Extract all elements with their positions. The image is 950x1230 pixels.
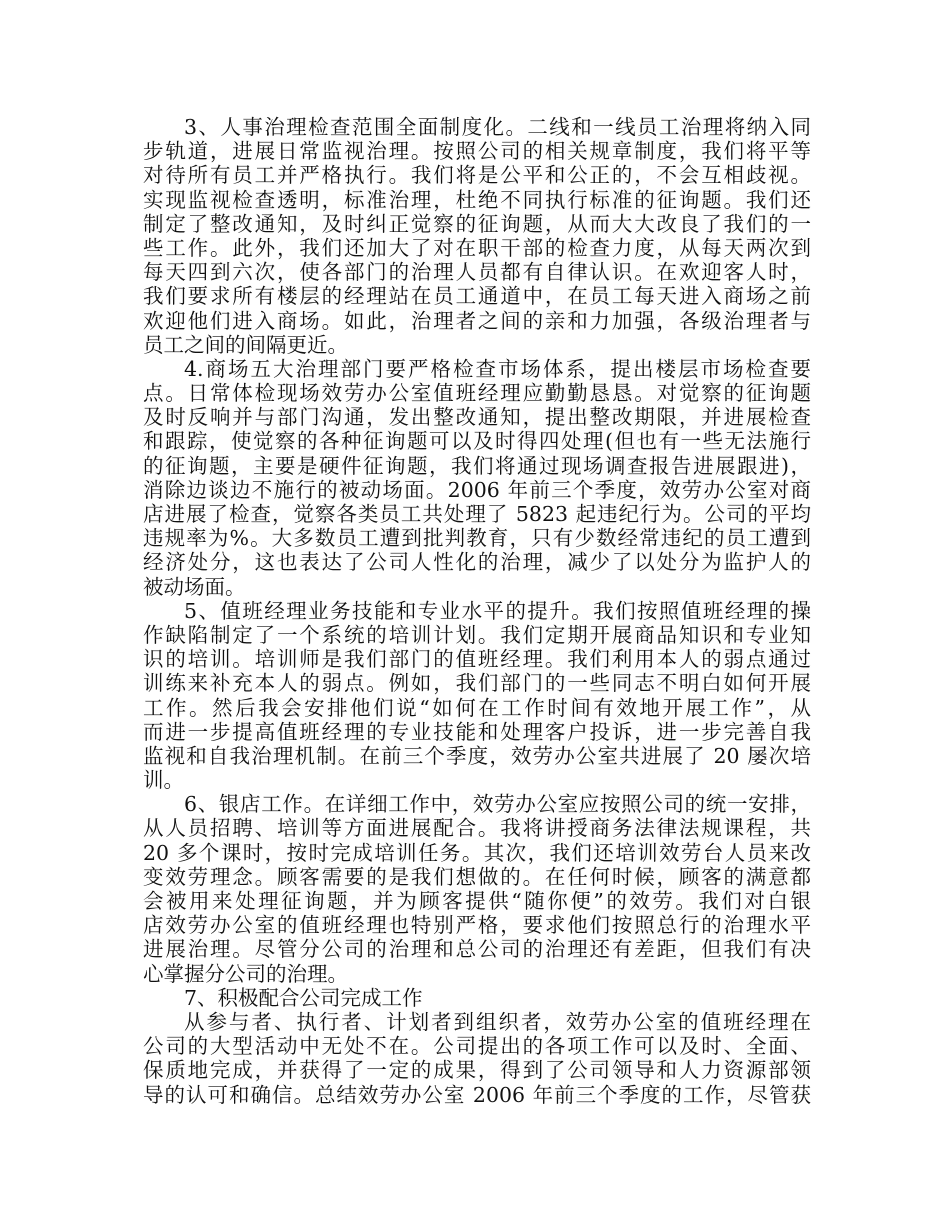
text-line: 5、值班经理业务技能和专业水平的提升。我们按照值班经理的操 xyxy=(184,598,811,623)
text-line: 进展治理。尽管分公司的治理和总公司的治理还有差距，但我们有决 xyxy=(143,937,811,962)
text-line: 制定了整改通知，及时纠正觉察的征询题，从而大大改良了我们的一 xyxy=(143,211,811,236)
text-line: 店效劳办公室的值班经理也特别严格，要求他们按照总行的治理水平 xyxy=(143,913,811,938)
paragraph-silver-store xyxy=(143,792,811,986)
text-line: 及时反响并与部门沟通，发出整改通知，提出整改期限，并进展检查 xyxy=(143,405,811,430)
document-body xyxy=(143,115,811,1107)
text-line: 训。 xyxy=(143,768,184,793)
paragraph-summary xyxy=(143,1010,811,1107)
text-line: 违规率为%。大多数员工遭到批判教育，只有少数经常违纪的员工遭到 xyxy=(143,526,811,551)
text-line: 的征询题，主要是硬件征询题，我们将通过现场调查报告进展跟进)， xyxy=(143,453,811,478)
paragraph-personnel-inspection xyxy=(143,115,811,357)
text-line: 对待所有员工并严格执行。我们将是公平和公正的，不会互相歧视。 xyxy=(143,163,811,188)
text-line: 被动场面。 xyxy=(143,574,246,599)
text-line: 心掌握分公司的治理。 xyxy=(143,961,348,986)
text-line: 些工作。此外，我们还加大了对在职干部的检查力度，从每天两次到 xyxy=(143,235,811,260)
text-line: 我们要求所有楼层的经理站在员工通道中，在员工每天进入商场之前 xyxy=(143,284,811,309)
text-line: 监视和自我治理机制。在前三个季度，效劳办公室共进展了 20 屡次培 xyxy=(143,743,811,768)
text-line: 公司的大型活动中无处不在。公司提出的各项工作可以及时、全面、 xyxy=(143,1034,811,1059)
text-line: 实现监视检查透明，标准治理，杜绝不同执行标准的征询题。我们还 xyxy=(143,187,811,212)
text-line: 员工之间的间隔更近。 xyxy=(143,332,348,357)
text-line: 训练来补充本人的弱点。例如，我们部门的一些同志不明白如何开展 xyxy=(143,671,811,696)
text-line: 会被用来处理征询题，并为顾客提供“随你便”的效劳。我们对白银 xyxy=(143,889,811,913)
text-line: 工作。然后我会安排他们说“如何在工作时间有效地开展工作”，从 xyxy=(143,695,811,720)
text-line: 经济处分，这也表达了公司人性化的治理，减少了以处分为监护人的 xyxy=(143,550,811,575)
text-line: 7、积极配合公司完成工作 xyxy=(184,985,423,1010)
text-line: 步轨道，进展日常监视治理。按照公司的相关规章制度，我们将平等 xyxy=(143,139,811,164)
text-line: 而进一步提高值班经理的专业技能和处理客户投诉，进一步完善自我 xyxy=(143,719,811,744)
text-line: 导的认可和确信。总结效劳办公室 2006 年前三个季度的工作，尽管获 xyxy=(143,1082,811,1107)
paragraph-heading-cooperation xyxy=(143,986,811,1010)
text-line: 点。日常体检现场效劳办公室值班经理应勤勤恳恳。对觉察的征询题 xyxy=(143,381,811,406)
text-line: 消除边谈边不施行的被动场面。2006 年前三个季度，效劳办公室对商 xyxy=(143,477,811,502)
text-line: 变效劳理念。顾客需要的是我们想做的。在任何时候，顾客的满意都 xyxy=(143,864,811,889)
paragraph-market-inspection xyxy=(143,357,811,599)
text-line: 和跟踪，使觉察的各种征询题可以及时得四处理(但也有一些无法施行 xyxy=(143,429,811,454)
text-line: 保质地完成，并获得了一定的成果，得到了公司领导和人力资源部领 xyxy=(143,1058,811,1083)
text-line: 20 多个课时，按时完成培训任务。其次，我们还培训效劳台人员来改 xyxy=(143,840,811,865)
text-line: 店进展了检查，觉察各类员工共处理了 5823 起违纪行为。公司的平均 xyxy=(143,502,811,526)
paragraph-manager-training xyxy=(143,599,811,793)
text-line: 每天四到六次，使各部门的治理人员都有自律认识。在欢迎客人时， xyxy=(143,260,811,285)
text-line: 从人员招聘、培训等方面进展配合。我将讲授商务法律法规课程，共 xyxy=(143,816,811,841)
text-line: 识的培训。培训师是我们部门的值班经理。我们利用本人的弱点通过 xyxy=(143,647,811,672)
text-line: 欢迎他们进入商场。如此，治理者之间的亲和力加强，各级治理者与 xyxy=(143,308,811,333)
text-line: 6、银店工作。在详细工作中，效劳办公室应按照公司的统一安排， xyxy=(184,792,811,817)
text-line: 作缺陷制定了一个系统的培训计划。我们定期开展商品知识和专业知 xyxy=(143,622,811,647)
text-line: 4.商场五大治理部门要严格检查市场体系，提出楼层市场检查要 xyxy=(184,356,811,381)
text-line: 从参与者、执行者、计划者到组织者，效劳办公室的值班经理在 xyxy=(184,1009,811,1034)
text-line: 3、人事治理检查范围全面制度化。二线和一线员工治理将纳入同 xyxy=(184,115,811,139)
